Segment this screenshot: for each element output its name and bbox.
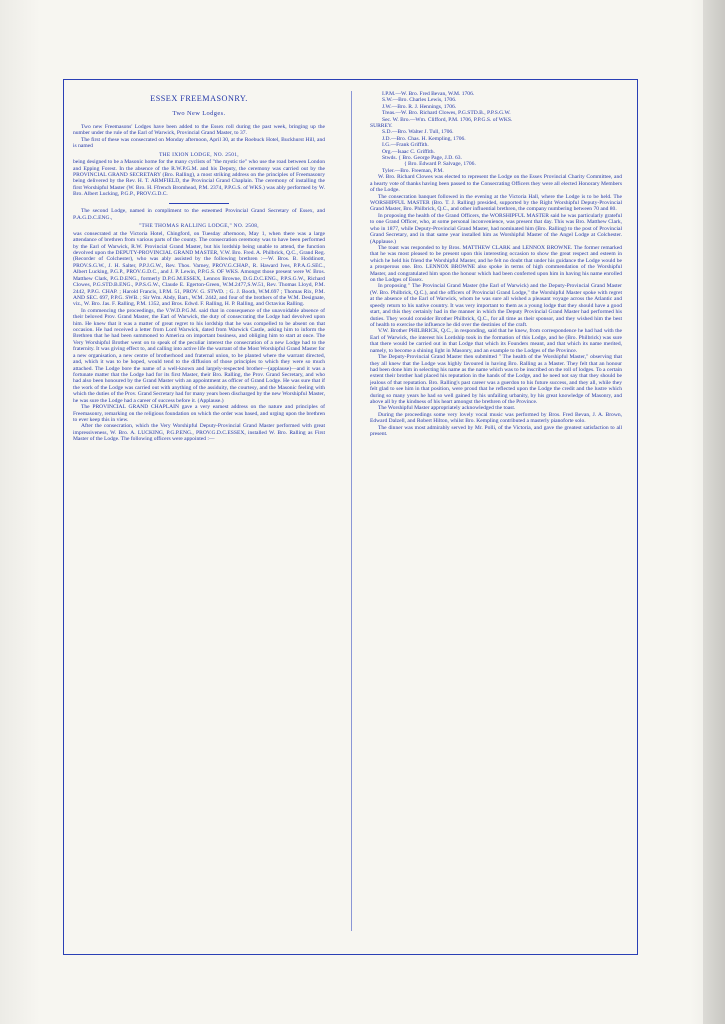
officer-line: { Bro. Edward P. Salvage, 1706. <box>404 161 476 168</box>
article-subtitle: Two New Lodges. <box>172 110 226 117</box>
paragraph: The PROVINCIAL GRAND CHAPLAIN gave a very earnest address on the nature and principles of Freemasonry, remarking on the religious foundation on which the order was based, and urging upon the brethren to ever keep this in view. <box>73 404 325 423</box>
paragraph: being designed to be a Masonic home for the many cyclists of "the mystic tie" who use the road between London and Epping Forest. In the absence of the R.W.P.G.M. and his Deputy, the ceremony was carried out by the PROVINCIAL GRAND SECRETARY (Bro. Ralling), a most striking address on the principles of Freemasonry being delivered by the Rev. H. T. ARMFIELD, the Provincial Grand Chaplain. The ceremony of installing the first Worshipful Master (W. Bro. H. Ffrench Bromhead, P.M. 2374, P.P.G.S. of WKS.) was ably performed by W. Bro. Albert Lucking, P.G.P., PROV.G.D.C. <box>73 159 325 198</box>
paragraph: The second Lodge, named in compliment to the esteemed Provincial Grand Secretary of Essex, and P.A.G.D.C.ENG., <box>73 208 325 221</box>
officer-line: Tyler.—Bro. Freeman, P.M. <box>382 167 444 174</box>
lodge-heading-ralling: "THE THOMAS RALLING LODGE," NO. 2508, <box>139 223 259 230</box>
paragraph: During the proceedings some very lovely vocal music was performed by Bros. Fred Bevan, J. A. Brown, Edward Dalzell, and Robert Hilton, whilst Bro. Kempling contributed a masterly pianoforte solo. <box>370 411 622 425</box>
paragraph: The Worshipful Master appropriately acknowledged the toast. <box>378 405 516 412</box>
officer-line: J.D.—Bro. Chas. H. Kempling, 1706. <box>382 135 466 142</box>
paragraph: The consecration banquet followed in the evening at the Victoria Hall, where the Lodge is to be held. The WORSHIPFUL MASTER (Bro. T. J. Ralling) presided, supported by the Right Worshipful Deputy-Provincial Grand Master, Bro. Philbrick, Q.C., and other influential brethren, the company numbering between 70 and 80. <box>370 193 622 213</box>
officer-line: Org.—Isaac C. Griffith. <box>382 148 435 155</box>
officer-line: I.P.M.—W. Bro. Fred Bevan, W.M. 1706. <box>382 91 475 97</box>
officer-line: SURREY. <box>370 123 393 130</box>
column-divider <box>351 91 352 931</box>
paragraph: In proposing the health of the Grand Officers, the WORSHIPFUL MASTER said he was particularly grateful to one Grand Officer, who, at some personal inconvenience, was present that day. This was Bro. Matthew Clark, who in 1877, while Deputy-Provincial Grand Master, had nominated him (Bro. Ralling) to the post of Provincial Grand Secretary, and in that same year installed him as Worshipful Master of the Angel Lodge at Colchester. (Applause.) <box>370 212 622 245</box>
paragraph: was consecrated at the Victoria Hotel, Chingford, on Tuesday afternoon, May 1, when there was a large attendance of brethren from various parts of the county. The consecration ceremony was to have been performed by the Earl of Warwick, R.W. Provincial Grand Master, but his lordship being unable to attend, the function devolved upon the DEPUTY-PROVINCIAL GRAND MASTER, V.W. Bro. Fred. A. Philbrick, Q.C., Grand Reg. (Recorder of Colchester), who was ably assisted by the following brethren :—W. Bros. B. Hoddinott, PROV.S.G.W., J. H. Salter, P.P.J.G.W., Rev. Thos. Varney, PROV.G.CHAP., R. Haward Ives, P.P.A.G.SEC., Albert Lucking, P.G.P., PROV.G.D.C., and J. P. Lewin, P.P.G.S. OF WKS. Amongst those present were W. Bros. Matthew Clark, P.G.D.ENG., formerly D.P.G.M.ESSEX, Lennox Browne, D.G.D.C.ENG., P.P.S.G.W., Richard Clowes, P.G.STD.B.ENG., P.P.S.G.W., Claude E. Egerton-Green, W.M.2477,S.W.51, Rev. Thomas Lloyd, P.M. 2442, P.P.G. CHAP. ; Harold Francis, I.P.M. 51, PROV. G. STWD. ; G. J. Booth, W.M.697 ; Thomas Rix, P.M. AND SEC. 697, P.P.G. SWB. ; Sir Wm. Abdy, Bart., W.M. 2442, and four of the brothers of the W.M. Designate, viz., W. Bro. Jas. F. Ralling, P.M. 1352, and Bros. Edwd. F. Ralling, H. P. Ralling, and Octavius Ralling. <box>73 230 325 308</box>
paragraph: After the consecration, which the Very Worshipful Deputy-Provincial Grand Master performed with great impressiveness, W. Bro. A. LUCKING, P.G.P.ENG., PROV.G.D.C.ESSEX, installed W. Bro. Ralling as First Master of the Lodge. The following officers were appointed :— <box>73 423 325 443</box>
paragraph: The first of these was consecrated on Monday afternoon, April 30, at the Roebuck Hotel, Buckhurst Hill, and is named <box>73 136 325 150</box>
officer-line: S.W.—Bro. Charles Lewis, 1706. <box>382 97 457 104</box>
officer-line: I.G.—Frank Griffith. <box>382 142 429 149</box>
paragraph: The dinner was most admirably served by Mr. Polli, of the Victoria, and gave the greatest satisfaction to all present. <box>370 424 622 438</box>
section-rule <box>169 203 229 204</box>
officer-line: Treas.—W. Bro. Richard Clowes, P.G.STD.B., P.P.S.G.W. <box>382 110 511 117</box>
officer-line: Stwds. { Bro. George Page, J.D. 63. <box>382 155 462 162</box>
paragraph: In commencing the proceedings, the V.W.D.P.G.M. said that in consequence of the unavoidable absence of their beloved Prov. Grand Master, the Earl of Warwick, the duty of consecrating the Lodge had devolved upon him. He knew that it was a matter of great regret to his lordship that he was compelled to be absent on that occasion. He had received a letter from Lord Warwick, dated from Warwick Castle, asking him to inform the Brethren that he had been summoned to America on important business, and obliging him to start at once. The Very Worshipful Brother went on to speak of the peculiar interest the consecration of a new Lodge had to the fraternity. It was giving effect to, and calling into active life the warrant of the Most Worshipful Grand Master for a new organisation, a new centre of brotherhood and fraternal union, to be planted where the warrant directed, and, which it was to be hoped, would tend to the diffusion of those principles to which they were so much attached. The Lodge bore the name of a well-known and largely-respected brother—(applause)—and it was a fortunate matter that the Lodge had for its first Master, their Bro. Ralling, the Prov. Grand Secretary, and who had also been honoured by the Grand Master with an appointment as officer of Grand Lodge. He was sure that if the work of the Lodge was carried out with anything of the assiduity, the courtesy, and the Masonic feeling with which the duties of the Prov. Grand Secretary had for many years been discharged by the new Worshipful Master, he was sure the Lodge had a career of success before it. (Applause.) <box>73 307 325 404</box>
officer-line: J.W.—Bro. R. J. Hennings, 1706. <box>382 103 457 110</box>
paragraph: The Deputy-Provincial Grand Master then submitted " The health of the Worshipful Master," observing that they all knew that the Lodge was highly favoured in having Bro. Ralling as a Master. They felt that an honour had been done him in selecting his name as the name which was to be inscribed on the roll of lodges. To a certain extent their brother had placed his reputation in the hands of the Lodge, and he need not say that they should be jealous of that reputation. Bro. Ralling's past career was a guerdon to his future success, and they all, while they felt glad to see him in that position, were proud that he reflected upon the Lodge the credit and the lustre which during so many years he had so well gained by his unfailing urbanity, by his great knowledge of Masonry, and above all by the kindness of his heart amongst the brethren of the Province. <box>370 354 622 406</box>
paragraph: V.W. Brother PHILBRICK, Q.C., in responding, said that he knew, from correspondence he had had with the Earl of Warwick, the interest his Lordship took in the formation of this Lodge, and he (Bro. Philbrick) was sure that there would be carried out in that Lodge that which its Founders meant, and that which its name merited, namely, to become a shining light in Masonry, and an example to the Lodges of the Province. <box>370 328 622 354</box>
officer-line: S.D.—Bro. Walter J. Tull, 1706. <box>382 129 454 136</box>
page-edge-shadow <box>703 0 725 1024</box>
paragraph: The toast was responded to by Bros. MATTHEW CLARK and LENNOX BROWNE. The former remarked that he was most pleased to be present upon this interesting occasion to show the great respect and esteem in which he held his friend the Worshipful Master, and he felt no doubt that under his guidance the Lodge would be a prosperous one. Bro. LENNOX BROWNE also spoke in terms of high commendation of the Worshipful Master, and congratulated him upon the honour which had been conferred upon him in having his name enrolled on the Lodges of Essex. <box>370 244 622 284</box>
paragraph: W. Bro. Richard Clowes was elected to represent the Lodge on the Essex Provincial Charity Committee, and a hearty vote of thanks having been passed to the Consecrating Officers they were all elected Honorary Members of the Lodge. <box>370 174 622 194</box>
paragraph: In proposing " The Provincial Grand Master (the Earl of Warwick) and the Deputy-Provincial Grand Master (W. Bro. Philbrick, Q.C.), and the officers of Provincial Grand Lodge," the Worshipful Master spoke with regret at the absence of the Earl of Warwick, whom he was sure all wished a pleasant voyage across the Atlantic and speedy return to his native country. It was very important to them as a young lodge that they should have a good start, and this they certainly had in the manner in which the Deputy Provincial Grand Master had performed his duties. They would consider Brother Philbrick, Q.C., for all time as their sponsor, and they wished him the best of health to exercise the influence he did over the destinies of the craft. <box>370 283 622 328</box>
left-column <box>73 91 325 946</box>
officers-list <box>370 91 622 174</box>
right-column <box>370 91 622 946</box>
article-title: ESSEX FREEMASONRY. <box>150 94 248 103</box>
lodge-heading-ixion: THE IXION LODGE, NO. 2501, <box>159 151 239 158</box>
paragraph: Two new Freemasons' Lodges have been added to the Essex roll during the past week, bringing up the number under the rule of the Earl of Warwick, Provincial Grand Master, to 37. <box>73 124 325 137</box>
officer-line: Sec. W. Bro.—Wm. Clifford, P.M. 1706, P.P.G.S. of WKS. <box>382 116 513 123</box>
